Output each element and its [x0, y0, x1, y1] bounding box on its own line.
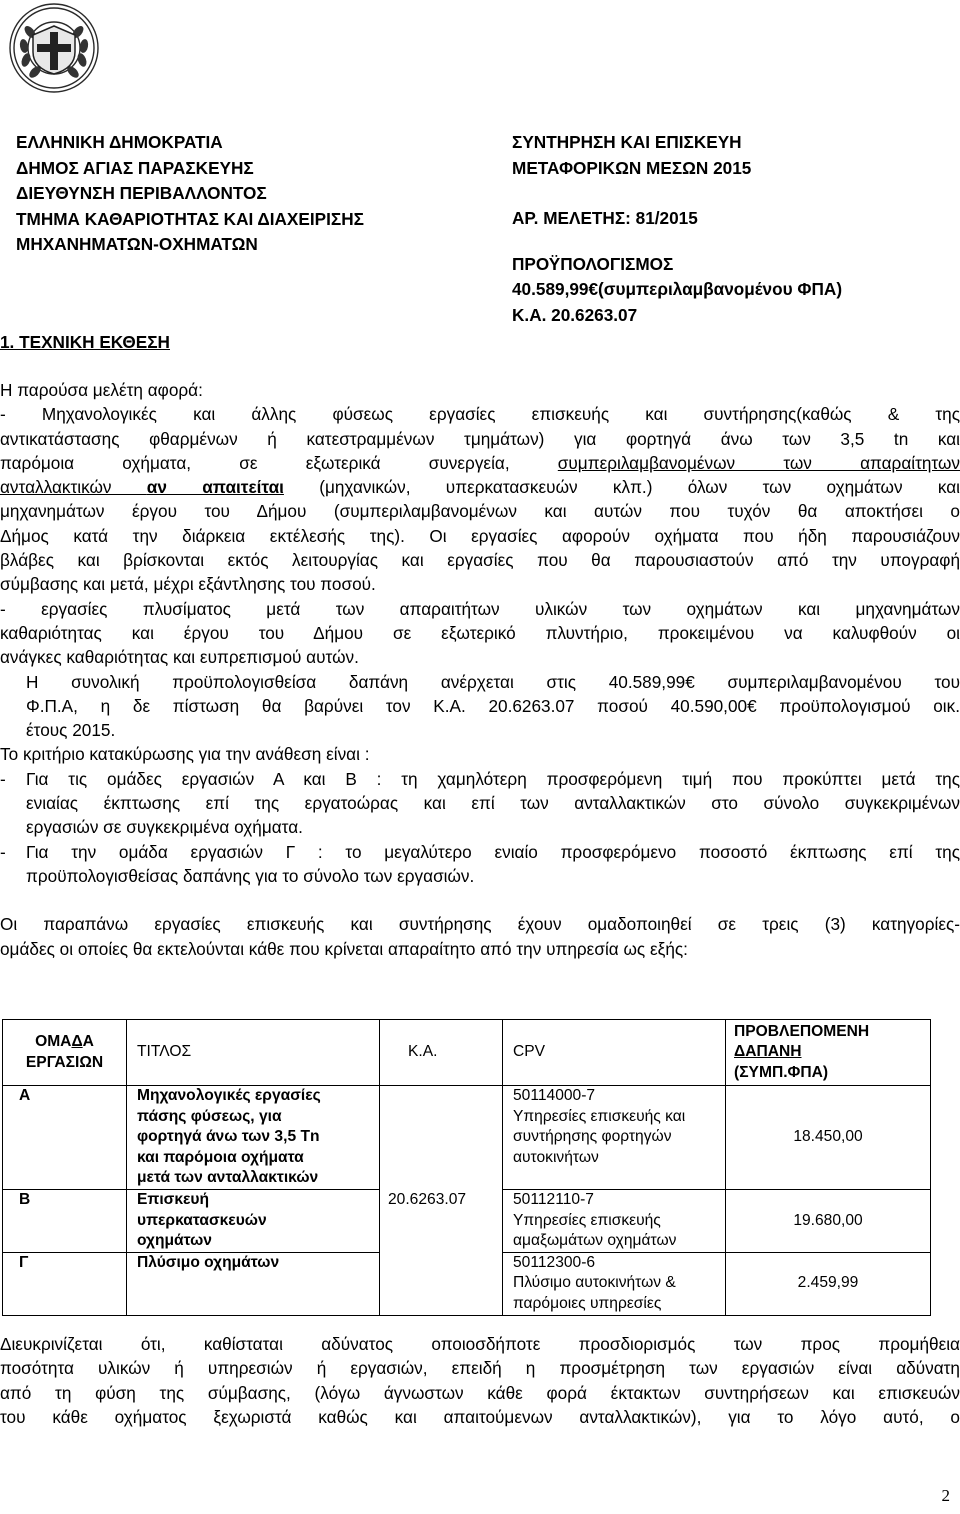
row-amount: 19.680,00: [726, 1189, 931, 1252]
dash-marker: -: [0, 768, 6, 789]
header-ka: Κ.Α.: [380, 1020, 503, 1086]
body-text: Φ.Π.Α, η δε πίστωση θα βαρύνει τον Κ.Α. 20.6263.07 ποσού 40.590,00€ προϋπολογισμού οικ.: [26, 695, 960, 716]
body-text: σύμβασης και μετά, μέχρι εξάντλησης του ποσού.: [0, 574, 376, 595]
table-header-row: [3, 1020, 931, 1086]
row-title: Επισκευή υπερκατασκευών οχημάτων: [127, 1189, 380, 1252]
greek-state-seal: [8, 2, 100, 94]
body-text: (μηχανικών, υπερκατασκευών κλπ.) όλων των οχημάτων και: [283, 477, 960, 498]
row-group: Β: [3, 1189, 127, 1252]
body-text: Το κριτήριο κατακύρωσης για την ανάθεση είναι :: [0, 744, 370, 765]
row-title: Πλύσιμο οχημάτων: [127, 1252, 380, 1315]
row-cpv: 50112300-6 Πλύσιμο αυτοκινήτων & παρόμοιες υπηρεσίες: [503, 1252, 726, 1315]
body-text: έτους 2015.: [26, 720, 116, 741]
body-text: Για τις ομάδες εργασιών Α και Β : τη χαμηλότερη προσφερόμενη τιμή που προκύπτει μετά της: [26, 768, 960, 789]
row-amount: 2.459,99: [726, 1252, 931, 1315]
row-cpv: 50114000-7 Υπηρεσίες επισκευής και συντήρησης φορτηγών αυτοκινήτων: [503, 1086, 726, 1190]
header-group: ΟΜΑΔΑ ΕΡΓΑΣΙΩΝ: [3, 1020, 127, 1086]
project-block: [512, 130, 842, 328]
issuer-line: ΜΗΧΑΝΗΜΑΤΩΝ-ΟΧΗΜΑΤΩΝ: [16, 234, 258, 254]
criterion-item: [0, 767, 960, 840]
header-cpv: CPV: [503, 1020, 726, 1086]
body-text: βλάβες και βρίσκονται εκτός λειτουργίας και εργασίες που θα παρουσιαστούν από την υπογραφή: [0, 550, 960, 571]
criterion-item: [0, 840, 960, 889]
body-text: αντικατάστασης φθαρμένων ή κατεστραμμένων τμημάτων) για φορτηγά άνω των 3,5 tn και: [0, 428, 960, 449]
underlined-text: συμπεριλαμβανομένων των απαραίτητων: [557, 452, 960, 473]
study-number: ΑΡ. ΜΕΛΕΤΗΣ: 81/2015: [512, 208, 698, 228]
body-text: Για την ομάδα εργασιών Γ : το μεγαλύτερο ενιαίο προσφερόμενο ποσοστό έκπτωσης επί της: [26, 841, 960, 862]
body-text: - εργασίες πλυσίματος μετά των απαραιτήτων υλικών των οχημάτων και μηχανημάτων: [0, 598, 960, 619]
body-text: [0, 475, 960, 499]
body-text: ομάδες οι οποίες θα εκτελούνται κάθε που κρίνεται απαραίτητο από την υπηρεσία ως εξής:: [0, 938, 688, 959]
body-text: ποσότητα υλικών ή υπηρεσιών ή εργασιών, επειδή η προσμέτρηση των εργασιών είναι αδύνατη: [0, 1358, 960, 1379]
header-budget: ΠΡΟΒΛΕΠΟΜΕΝΗ ΔΑΠΑΝΗ (ΣΥΜΠ.ΦΠΑ): [726, 1020, 931, 1086]
row-ka: 20.6263.07: [380, 1086, 503, 1316]
body-text: ενιαίας έκπτωσης επί της εργατοώρας και επί των ανταλλακτικών στο σύνολο συγκεκριμένων: [26, 793, 960, 814]
body-text: [0, 451, 960, 475]
issuer-line: ΔΗΜΟΣ ΑΓΙΑΣ ΠΑΡΑΣΚΕΥΗΣ: [16, 157, 254, 178]
issuer-line: ΔΙΕΥΘΥΝΣΗ ΠΕΡΙΒΑΛΛΟΝΤΟΣ: [16, 183, 267, 203]
body-text: προϋπολογισθείσας δαπάνης για το σύνολο των εργασιών.: [26, 865, 475, 886]
issuer-line: ΤΜΗΜΑ ΚΑΘΑΡΙΟΤΗΤΑΣ ΚΑΙ ΔΙΑΧΕΙΡΙΣΗΣ: [16, 208, 364, 229]
row-group: Γ: [3, 1252, 127, 1315]
body-text: εργασιών σε συγκεκριμένα οχήματα.: [26, 817, 303, 838]
body-text: Δήμος κατά την διάρκεια εκτέλεσής της). Οι εργασίες αφορούν οχήματα που ήδη παρουσιάζουν: [0, 525, 960, 546]
body-text: Η παρούσα μελέτη αφορά:: [0, 380, 203, 400]
row-title: Μηχανολογικές εργασίες πάσης φύσεως, για φορτηγά άνω των 3,5 Tn και παρόμοια οχήματα μετά των ανταλλακτικών: [127, 1086, 380, 1190]
page-number: 2: [941, 1486, 950, 1505]
issuer-line: ΕΛΛΗΝΙΚΗ ΔΗΜΟΚΡΑΤΙΑ: [16, 132, 223, 152]
document-body: [0, 378, 960, 961]
issuer-block: [16, 130, 364, 258]
dash-marker: -: [0, 841, 6, 862]
budget-code: Κ.Α. 20.6263.07: [512, 304, 638, 325]
body-text: από τη φύση της σύμβασης, (λόγω άγνωστων κάθε φορά έκτακτων συντηρήσεων και επισκευών: [0, 1382, 960, 1403]
project-title-line: ΣΥΝΤΗΡΗΣΗ ΚΑΙ ΕΠΙΣΚΕΥΗ: [512, 132, 742, 152]
body-text: παρόμοια οχήματα, σε εξωτερικά συνεργεία,: [0, 452, 558, 473]
underlined-text: ανταλλακτικών: [0, 477, 147, 498]
body-text: του κάθε οχήματος ξεχωριστά καθώς και απαιτούμενων ανταλλακτικών), για το λόγο αυτό, ο: [0, 1406, 960, 1427]
body-text: ανάγκες καθαριότητας και ευπρεπισμού αυτών.: [0, 647, 359, 668]
body-text: Διευκρινίζεται ότι, καθίσταται αδύνατος οποιοσδήποτε προσδιορισμός των προς προμήθεια: [0, 1334, 960, 1354]
body-text: μηχανημάτων έργου του Δήμου (συμπεριλαμβανομένων και αυτών που τυχόν θα αποκτήσει ο: [0, 501, 960, 522]
closing-paragraph: [0, 1332, 960, 1429]
row-group: Α: [3, 1086, 127, 1190]
row-cpv: 50112110-7 Υπηρεσίες επισκευής αμαξωμάτων οχημάτων: [503, 1189, 726, 1252]
emphasis-text: αν απαιτείται: [146, 477, 284, 498]
project-title-line: ΜΕΤΑΦΟΡΙΚΩΝ ΜΕΣΩΝ 2015: [512, 157, 752, 178]
table-row: [3, 1086, 931, 1190]
budget-label: ΠΡΟΫΠΟΛΟΓΙΣΜΟΣ: [512, 253, 674, 274]
body-text: Η συνολική προϋπολογισθείσα δαπάνη ανέρχεται στις 40.589,99€ συμπεριλαμβανομένου του: [26, 671, 960, 692]
section-title: 1. ΤΕΧΝΙΚΗ ΕΚΘΕΣΗ: [0, 332, 170, 352]
header-title: ΤΙΤΛΟΣ: [127, 1020, 380, 1086]
work-groups-table: [2, 1019, 930, 1316]
body-text: - Μηχανολογικές και άλλης φύσεως εργασίες επισκευής και συντήρησης(καθώς & της: [0, 404, 960, 425]
body-text: Οι παραπάνω εργασίες επισκευής και συντήρησης έχουν ομαδοποιηθεί σε τρεις (3) κατηγορίες-: [0, 914, 960, 935]
body-text: καθαριότητας και έργου του Δήμου σε εξωτερικό πλυντήριο, προκειμένου να καλυφθούν οι: [0, 622, 960, 643]
budget-value: 40.589,99€(συμπεριλαμβανομένου ΦΠΑ): [512, 279, 843, 299]
row-amount: 18.450,00: [726, 1086, 931, 1190]
